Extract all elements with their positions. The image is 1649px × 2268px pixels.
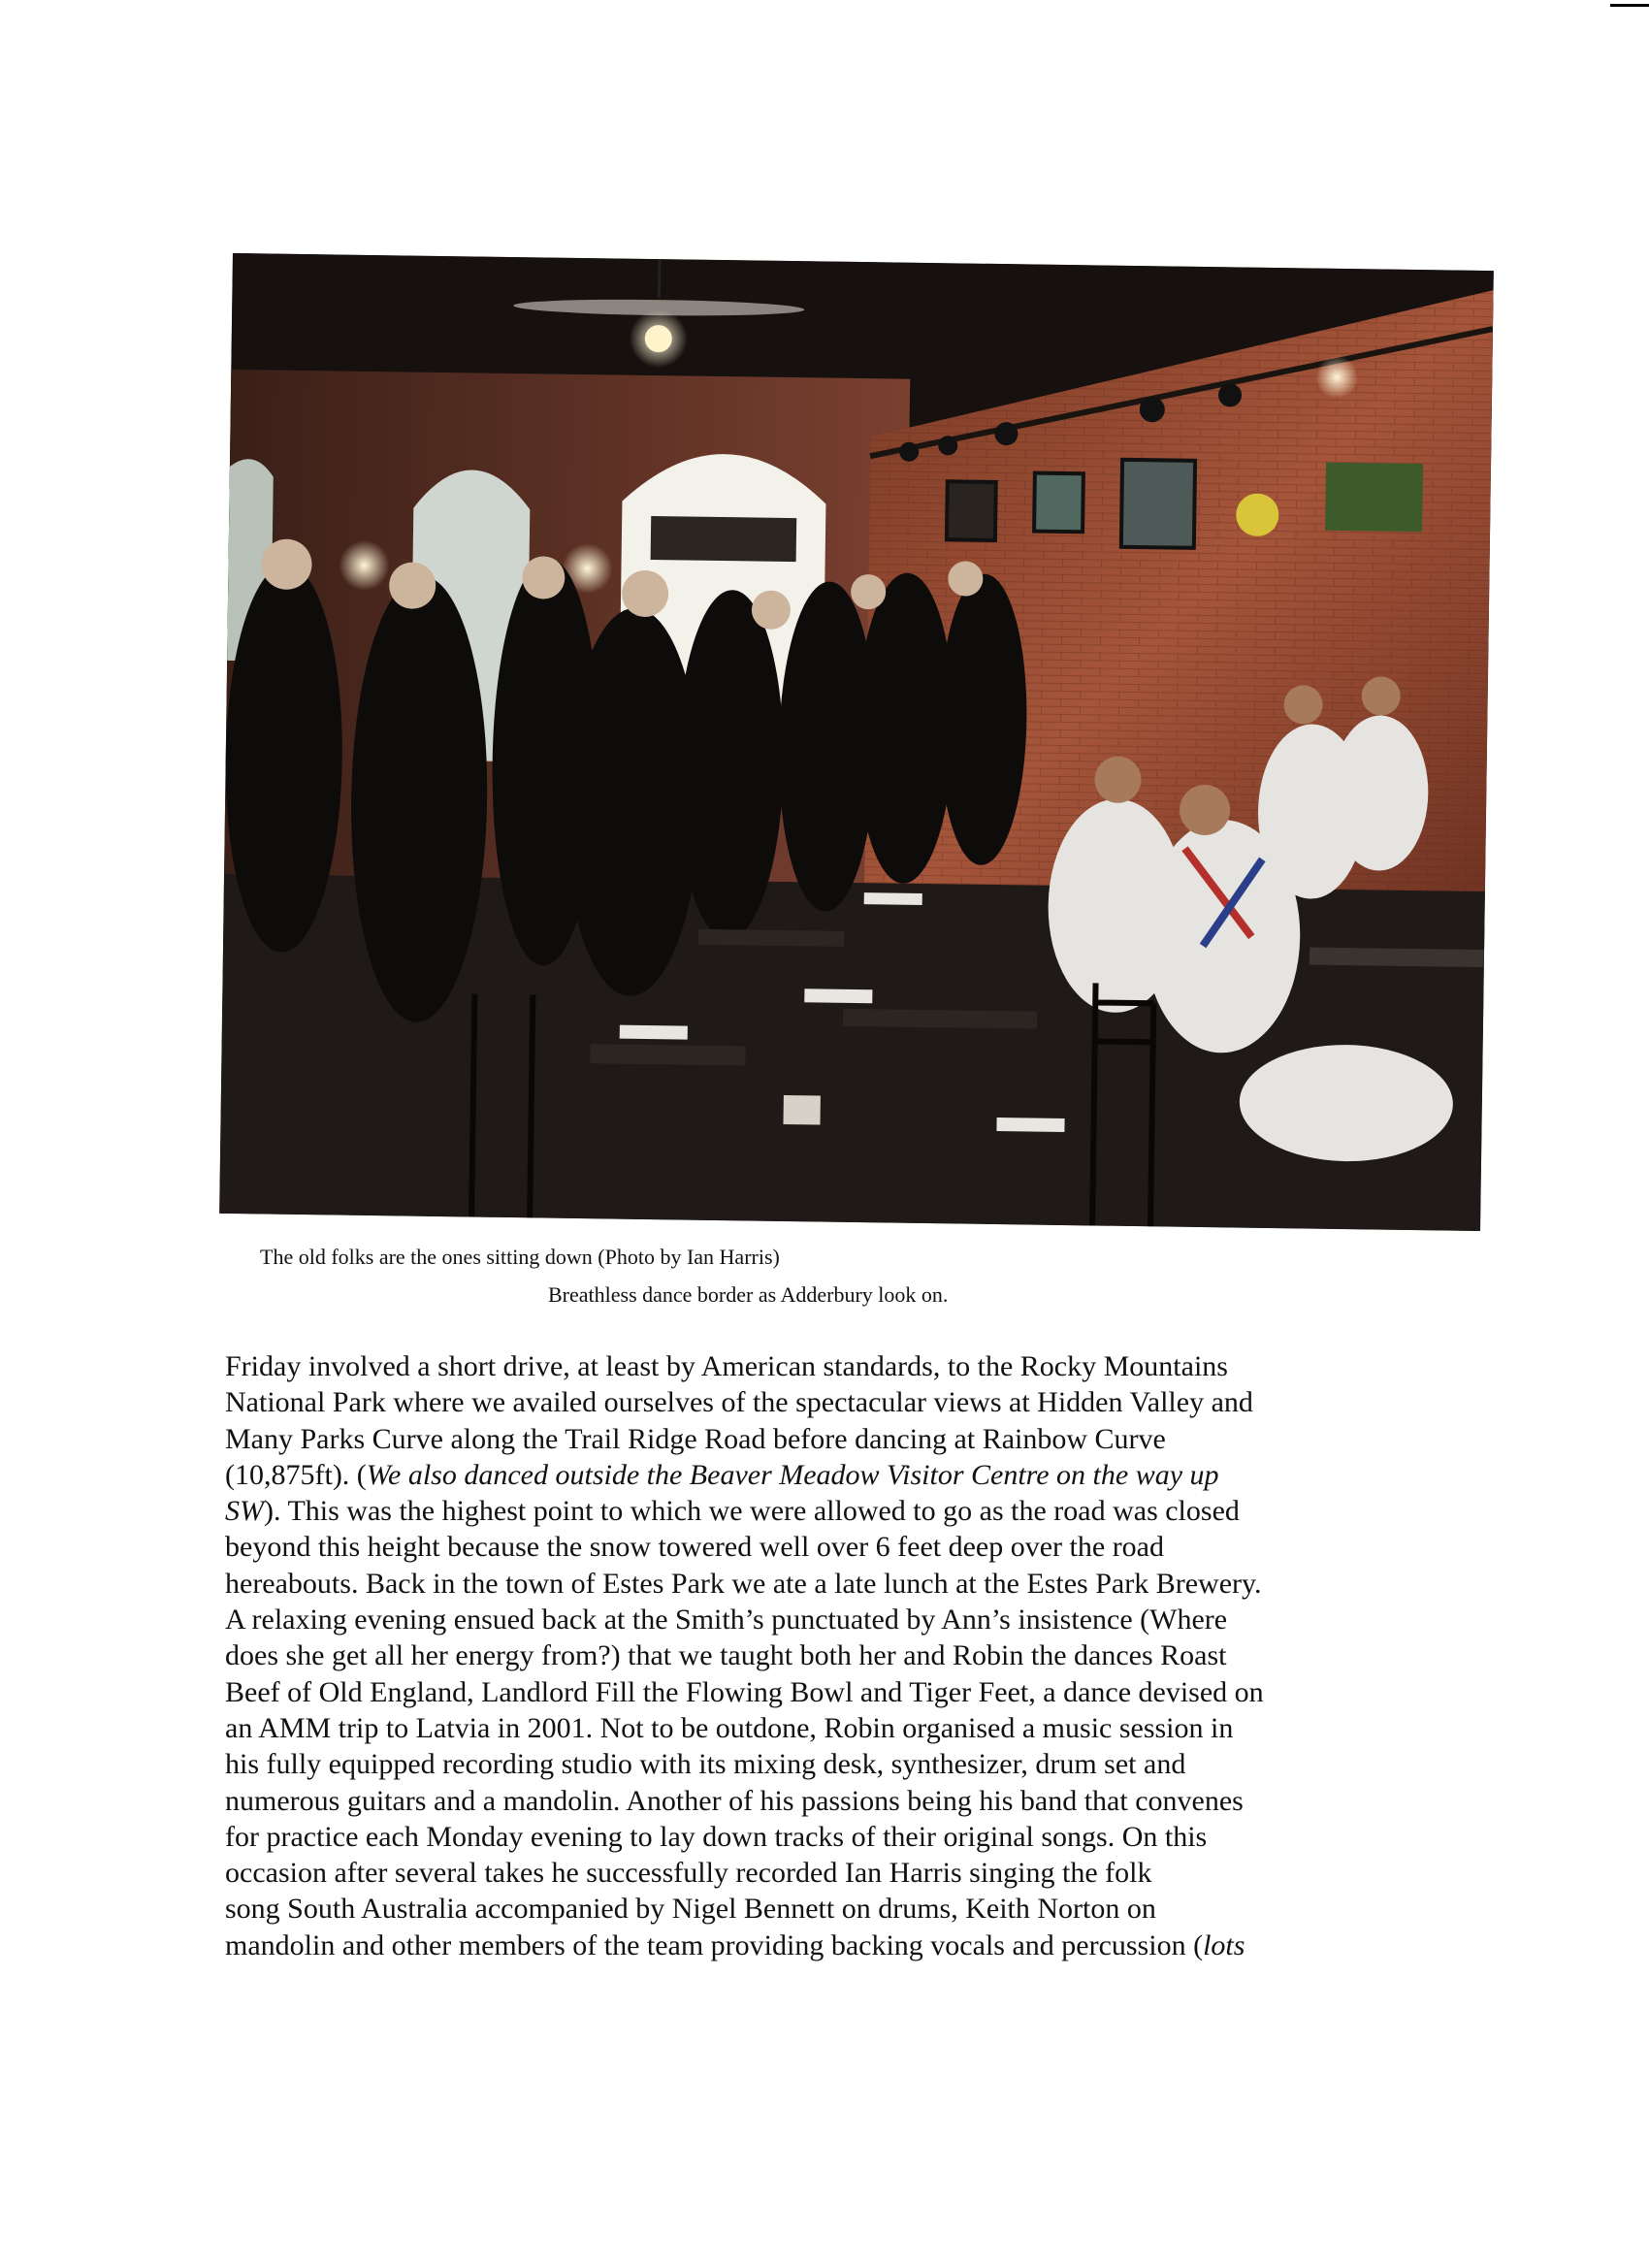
body-italic-run: SW [225,1495,264,1528]
photo-caption-line-1: The old folks are the ones sitting down (Photo by Ian Harris) [260,1245,780,1269]
body-text-run: (10,875ft). ( [225,1458,367,1491]
body-line: A relaxing evening ensued back at the Smith’s punctuated by Ann’s insistence (Where [225,1604,1228,1636]
body-line: an AMM trip to Latvia in 2001. Not to be outdone, Robin organised a music session in [225,1711,1234,1744]
body-line: song South Australia accompanied by Nigel Bennett on drums, Keith Norton on [225,1893,1156,1926]
body-line: Many Parks Curve along the Trail Ridge Road before dancing at Rainbow Curve [225,1422,1166,1455]
body-line: for practice each Monday evening to lay down tracks of their original songs. On this [225,1820,1208,1853]
scan-edge-mark [1610,4,1649,7]
body-italic-run: We also danced outside the Beaver Meadow Visitor Centre on the way up [366,1458,1219,1491]
article-body [225,1348,1418,1963]
body-italic-run: lots [1203,1928,1245,1961]
body-line: National Park where we availed ourselves of the spectacular views at Hidden Valley and [225,1386,1253,1419]
body-line: numerous guitars and a mandolin. Another of his passions being his band that convenes [225,1784,1244,1817]
body-line: Friday involved a short drive, at least by American standards, to the Rocky Mountains [225,1350,1228,1382]
photo-illustration [219,253,1494,1231]
body-line: his fully equipped recording studio with its mixing desk, synthesizer, drum set and [225,1748,1186,1781]
body-line-mixed [225,1493,1418,1529]
body-line-mixed [225,1928,1418,1963]
body-text-run: ). This was the highest point to which we were allowed to go as the road was closed [264,1495,1240,1528]
body-line: occasion after several takes he successfully recorded Ian Harris singing the folk [225,1857,1152,1890]
body-line-mixed [225,1457,1418,1493]
restaurant-photo [219,253,1494,1231]
body-line: Beef of Old England, Landlord Fill the Flowing Bowl and Tiger Feet, a dance devised on [225,1675,1264,1708]
body-text-run: mandolin and other members of the team providing backing vocals and percussion ( [225,1928,1204,1961]
body-line: hereabouts. Back in the town of Estes Park we ate a late lunch at the Estes Park Brewery. [225,1567,1262,1600]
photo-caption-line-2: Breathless dance border as Adderbury look on. [548,1282,949,1307]
body-line: beyond this height because the snow towered well over 6 feet deep over the road [225,1531,1164,1564]
body-line: does she get all her energy from?) that we taught both her and Robin the dances Roast [225,1639,1227,1672]
